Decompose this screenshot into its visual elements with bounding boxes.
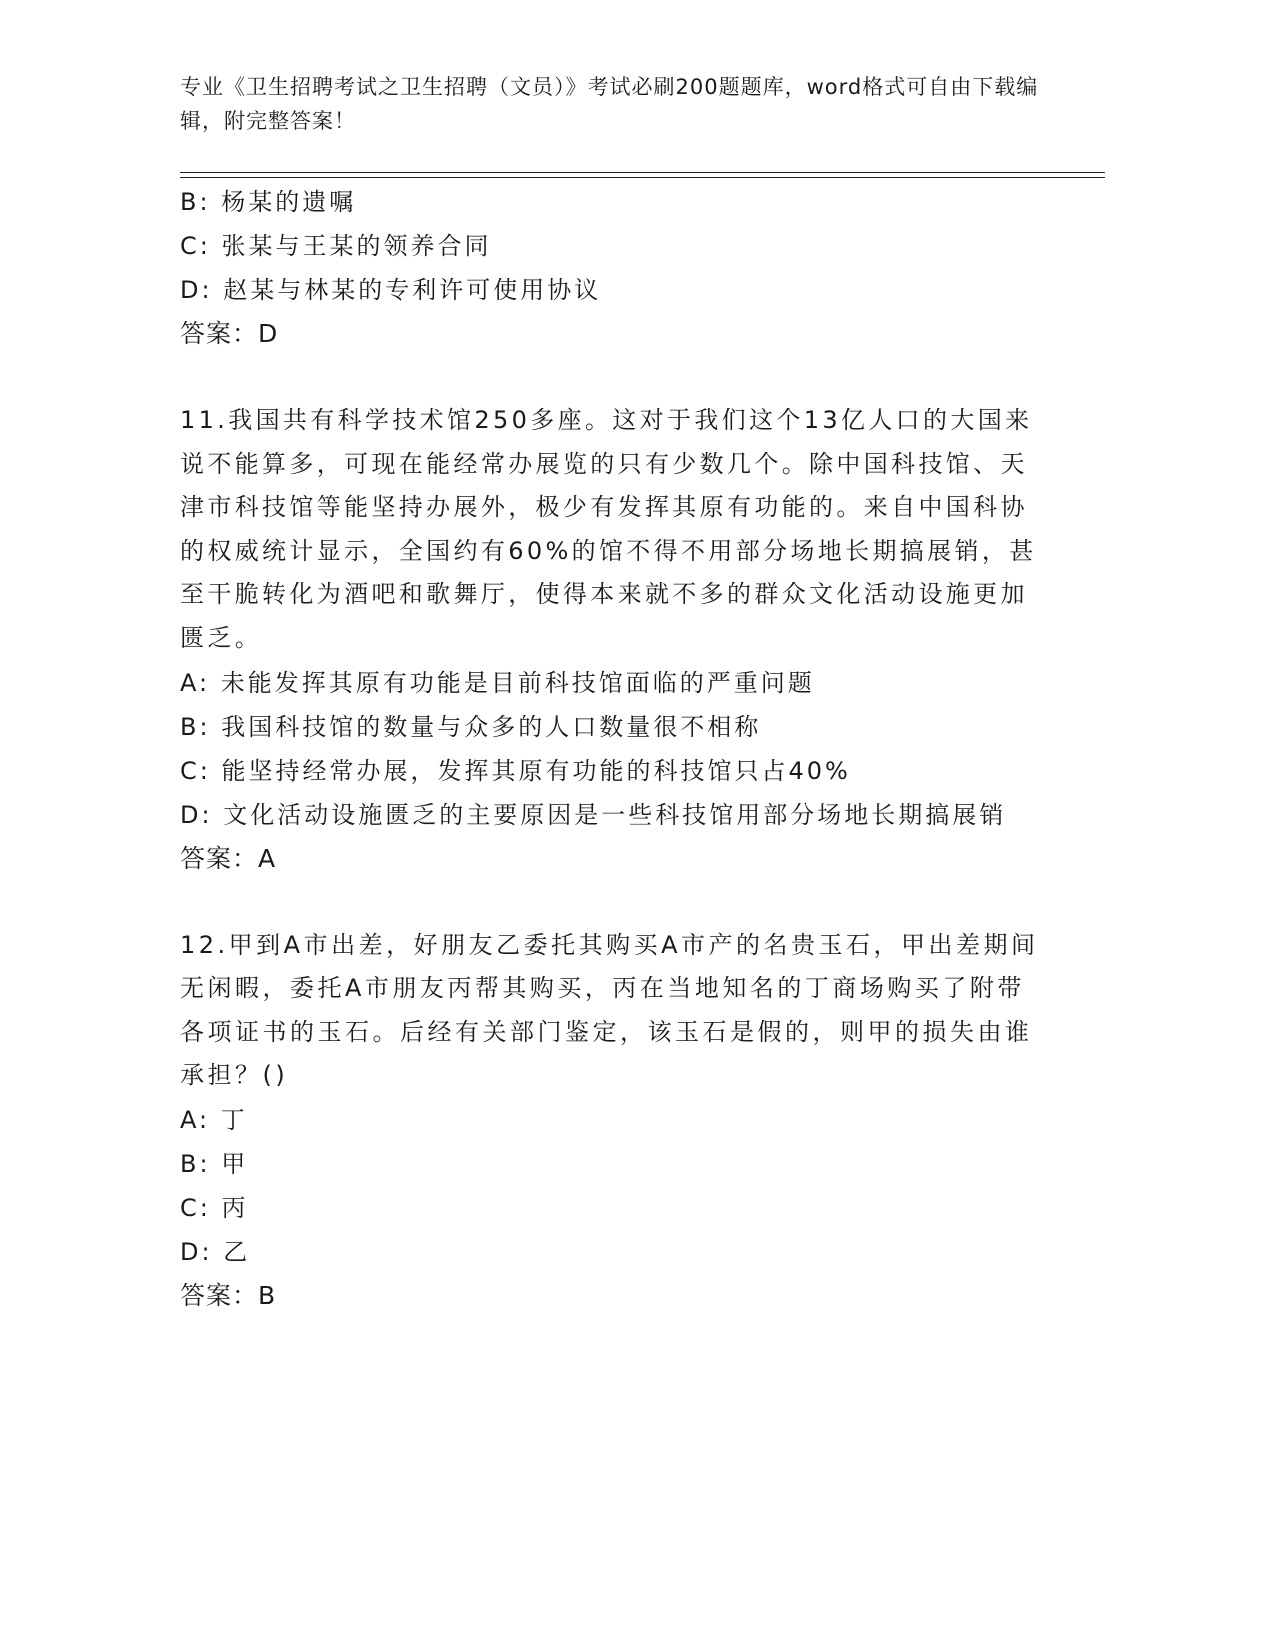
answer-label: 答案：D (180, 319, 279, 348)
question-stem: 11.我国共有科学技术馆250多座。这对于我们这个13亿人口的大国来说不能算多，可现在能经常办展览的只有少数几个。除中国科技馆、天津市科技馆等能坚持办展外，极少有发挥其原有功能的。来自中国科协的权威统计显示，全国约有60%的馆不得不用部分场地长期搞展销，甚至干脆转化为酒吧和歌舞厅，使得本来就不多的群众文化活动设施更加匮乏。 (180, 406, 1037, 652)
question-11 (180, 399, 1050, 881)
option-c: C: 丙 (180, 1193, 249, 1222)
header-divider-bottom (180, 177, 1105, 178)
page-header: 专业《卫生招聘考试之卫生招聘（文员）》考试必刷200题题库，word格式可自由下载编辑，附完整答案！ (180, 75, 1039, 133)
option-d: D: 乙 (180, 1237, 251, 1266)
option-a: A: 丁 (180, 1105, 248, 1134)
option-d: D: 赵某与林某的专利许可使用协议 (180, 276, 602, 304)
question-content (180, 180, 1050, 1318)
option-b: B: 我国科技馆的数量与众多的人口数量很不相称 (180, 712, 762, 741)
option-c: C: 能坚持经常办展，发挥其原有功能的科技馆只占40% (180, 756, 851, 785)
option-d: D: 文化活动设施匮乏的主要原因是一些科技馆用部分场地长期搞展销 (180, 800, 1007, 829)
answer-label: 答案：B (180, 1280, 277, 1310)
option-b: B: 杨某的遗嘱 (180, 188, 357, 216)
question-12 (180, 924, 1050, 1318)
option-c: C: 张某与王某的领养合同 (180, 232, 492, 260)
question-stem: 12.甲到A市出差，好朋友乙委托其购买A市产的名贵玉石，甲出差期间无闲暇，委托A市朋友丙帮其购买，丙在当地知名的丁商场购买了附带各项证书的玉石。后经有关部门鉴定，该玉石是假的，则甲的损失由谁承担？() (180, 930, 1039, 1090)
option-b: B: 甲 (180, 1149, 249, 1178)
option-a: A: 未能发挥其原有功能是目前科技馆面临的严重问题 (180, 668, 815, 697)
answer-label: 答案：A (180, 843, 277, 873)
header-divider-top (180, 172, 1105, 173)
question-10-tail (180, 180, 1050, 356)
